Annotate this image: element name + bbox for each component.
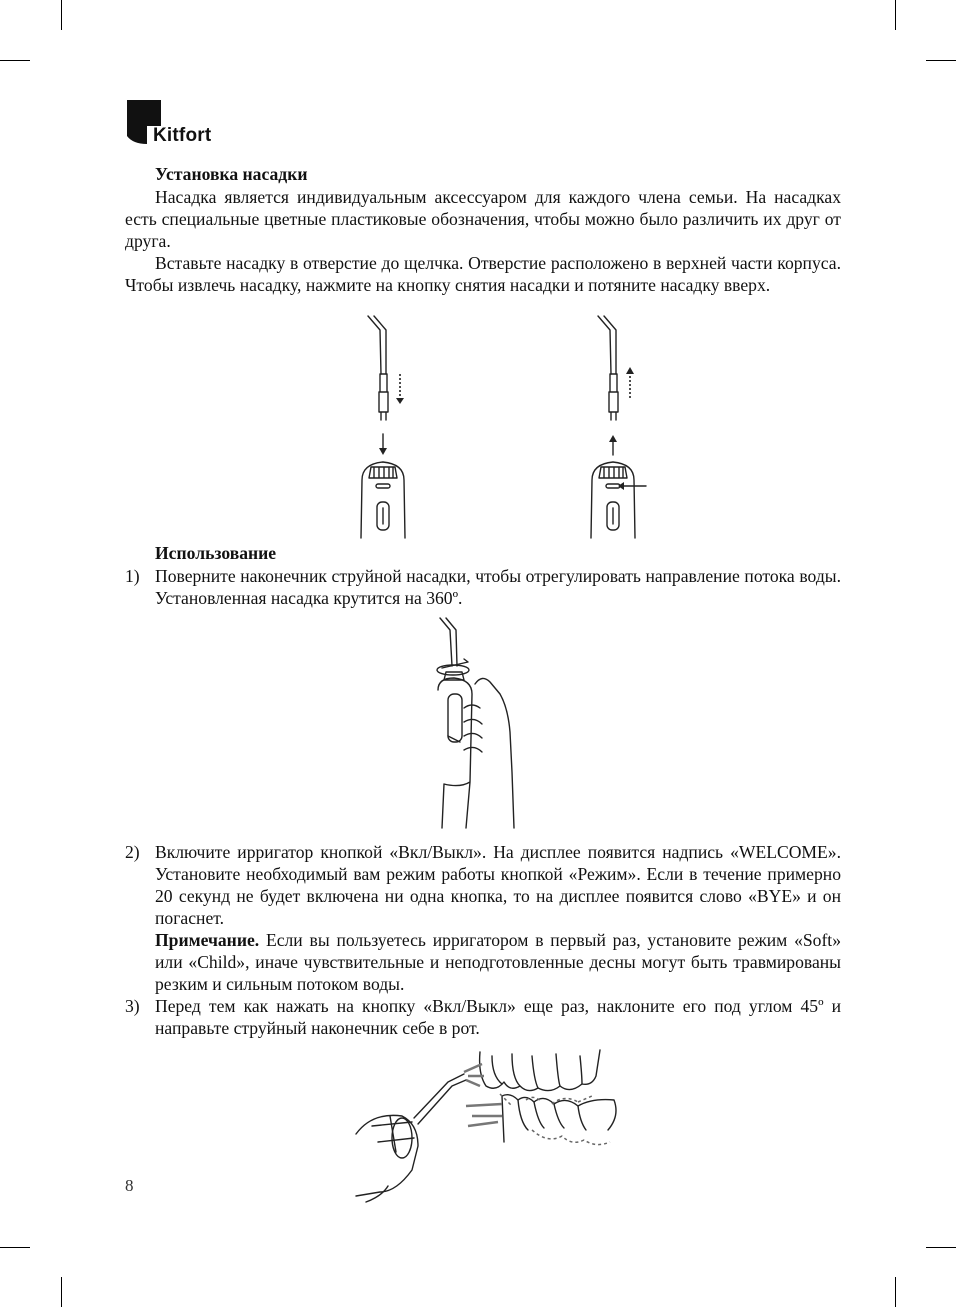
teeth-angle-illustration bbox=[352, 1046, 632, 1206]
usage-step-2 bbox=[125, 841, 841, 995]
step-note bbox=[155, 929, 841, 995]
step-number: 1) bbox=[125, 566, 140, 586]
crop-mark bbox=[895, 0, 896, 30]
step-number: 3) bbox=[125, 996, 140, 1016]
remove-nozzle-illustration bbox=[580, 312, 670, 540]
install-paragraph-2 bbox=[125, 252, 841, 296]
usage-step-3 bbox=[125, 995, 841, 1039]
paragraph-text: Вставьте насадку в отверстие до щелчка. Отверстие расположено в верхней части корпуса. Чтобы извлечь насадку, нажмите на кнопку снятия насадки и потяните насадку вверх. bbox=[125, 253, 841, 295]
section-heading-usage: Использование bbox=[155, 543, 277, 563]
crop-mark bbox=[895, 1277, 896, 1307]
step-text: Перед тем как нажать на кнопку «Вкл/Выкл» еще раз, наклоните его под углом 45º и направьте струйный наконечник себе в рот. bbox=[155, 996, 841, 1038]
note-label: Примечание. bbox=[155, 930, 260, 950]
crop-mark bbox=[61, 1277, 62, 1307]
paragraph-text: Насадка является индивидуальным аксессуаром для каждого члена семьи. На насадках есть специальные цветные пластиковые обозначения, чтобы можно было различить их друг от друга. bbox=[125, 187, 841, 251]
crop-mark bbox=[926, 60, 956, 61]
section-heading-install: Установка насадки bbox=[155, 164, 308, 184]
page-number: 8 bbox=[125, 1176, 134, 1195]
crop-mark bbox=[0, 1247, 30, 1248]
insert-nozzle-illustration bbox=[350, 312, 420, 540]
crop-mark bbox=[926, 1247, 956, 1248]
brand-name: Kitfort bbox=[153, 125, 212, 146]
crop-mark bbox=[0, 60, 30, 61]
step-number: 2) bbox=[125, 842, 140, 862]
crop-mark bbox=[61, 0, 62, 30]
step-text: Включите ирригатор кнопкой «Вкл/Выкл». На дисплее появится надпись «WELCOME». Установите необходимый вам режим работы кнопкой «Режим». Если в течение примерно 20 секунд не будет включена ни одна кнопка, то на дисплее появится слово «BYE» и он погаснет. bbox=[155, 842, 841, 928]
note-text: Если вы пользуетесь ирригатором в первый раз, установите режим «Soft» или «Child», иначе чувствительные и неподготовленные десны могут быть травмированы резким и сильным потоком воды. bbox=[155, 930, 841, 994]
step-text: Поверните наконечник струйной насадки, чтобы отрегулировать направление потока воды. Установленная насадка крутится на 360º. bbox=[155, 566, 841, 608]
rotate-nozzle-illustration bbox=[420, 612, 530, 832]
install-paragraph-1 bbox=[125, 186, 841, 252]
usage-step-1 bbox=[125, 565, 841, 609]
